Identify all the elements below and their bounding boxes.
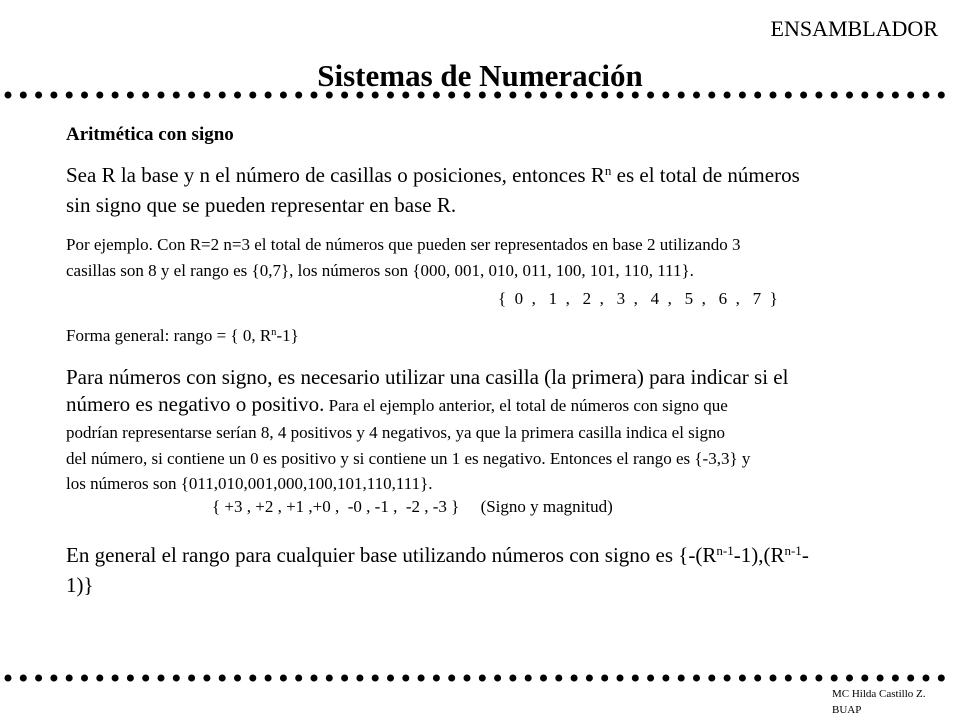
paragraph-1-line-1: Sea R la base y n el número de casillas o posiciones, entonces $R^n$ es el total de números xyxy=(66,162,800,187)
paragraph-4-line-2: número es negativo o positivo. Para el ejemplo anterior, el total de números con signo que xyxy=(66,392,728,416)
header-label: ENSAMBLADOR xyxy=(770,16,938,41)
decimal-sequence: { 0 , 1 , 2 , 3 , 4 , 5 , 6 , 7 } xyxy=(498,289,778,308)
footer-institution: BUAP xyxy=(832,704,862,716)
paragraph-5-line-2: 1)} xyxy=(66,573,94,597)
paragraph-4-line-4: del número, si contiene un 0 es positivo y si contiene un 1 es negativo. Entonces el rango es {-3,3} y xyxy=(66,449,751,468)
slide-title: Sistemas de Numeración xyxy=(317,58,643,93)
dotted-divider-bottom xyxy=(4,672,956,684)
dotted-divider-top xyxy=(4,89,956,101)
paragraph-5-line-1: En general el rango para cualquier base utilizando números con signo es {$-(R^{n-1}-1),(R^{n-1}-$ xyxy=(66,542,809,567)
footer-author: MC Hilda Castillo Z. xyxy=(832,688,926,700)
section-heading: Aritmética con signo xyxy=(66,124,234,145)
paragraph-4-line-3: podrían representarse serían 8, 4 positivos y 4 negativos, ya que la primera casilla indica el signo xyxy=(66,423,726,442)
paragraph-4-line-1: Para números con signo, es necesario utilizar una casilla (la primera) para indicar si el xyxy=(66,365,789,389)
paragraph-2-line-2: casillas son 8 y el rango es {0,7}, los números son {000, 001, 010, 011, 100, 101, 110, 111}. xyxy=(66,261,694,280)
paragraph-1-line-2: sin signo que se pueden representar en base R. xyxy=(66,193,457,217)
paragraph-4-line-5: los números son {011,010,001,000,100,101,110,111}. xyxy=(66,474,433,493)
paragraph-2-line-1: Por ejemplo. Con R=2 n=3 el total de números que pueden ser representados en base 2 utilizando 3 xyxy=(66,235,741,254)
general-form: Forma general: rango = { 0, $R^n-1$} xyxy=(66,326,299,345)
signed-sequence: { +3 , +2 , +1 ,+0 , -0 , -1 , -2 , -3 } (Signo y magnitud) xyxy=(212,497,613,516)
